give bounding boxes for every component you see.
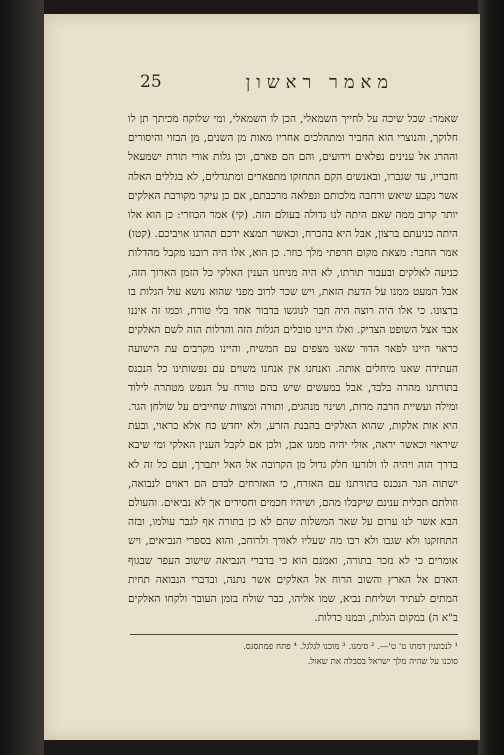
paragraph-2: (קי) אמר הכוזרי: כן הוא אלו היתה כניעתם ברצון, אבל היא בהכרח, וכאשר תמצא ידכם תהרגו אויביכם. (128, 209, 458, 241)
paragraph-1: שאמר: שכל שיכה על לחייך השמאלי, הכן לו השמאלי, ומי שלוקח מכיתך תן לו חלוקך, והנוצרי הוא החביר ומתהלכים אחריו מאות מן השנים, מן הבזוי והיסורים וההרג אל ענינים נפלאים וידועים, והם הם פארם, וכן גלות אורי תורת ישמעאל וחבריו, עד שגברו, ובאנשים הקם התחזקו מתפארים ומתגדלים, לא בגללים האלה אשר נקבע שיאש ורחבה מלכותם ונפלאה מרכבתם, אם כן עיקר מקורבת האלקים יותר קרוב ממה שאם היתה לנו גדולה בעולם הזה. (128, 113, 458, 222)
footnotes (130, 640, 458, 680)
book-binding-left (0, 0, 44, 755)
running-title: מאמר ראשון (245, 72, 394, 93)
book-edge-right (478, 0, 504, 755)
paragraph-3: (קטו) אמר החבר: מצאת מקום חרפתי מלך כוזר. כן הוא, אלו היה רובנו מקבל מהדלות כניעה לאלקים ובעבור תורתו, לא היה מניחנו הענין האלקי כל הזמן הארוך הזה, אבל המעט ממנו על הדעת הזאת, ויש שכר לרוב מפני שהוא נושא עול הגלות בו ברצונו. כי אלו היה רוצה היה חבר לנוגשו בדבור אחד בלי טורח, וכמו זה איננו אבד אצל השופט הצדיק. ואלו היינו סובלים הגלות הזה והדלות הזה לשם האלקים כראוי היינו לפאר הדור שאנו מצפים עם המשיח, והיינו מקרבים עת הישועה העתידה שאנו מיחלים אותה. ואנחנו אין אנחנו משוים עם נפשותינו כל הנכנס בתורתנו מהרה בלבד, אבל במעשים שיש בהם טורח על הנפש מטהרה לילוד ומילה ועשיית הרבה מדות, ושינוי מנהגים, ותורה ומצוות שחייבים על שולחן הגר. היא אות אלקות, שהוא האלקים בהבנת הזרע, ולא יחדש כח אלא כראוי, ובעת שיראוי וכאשר יראה, אולי יהיה ממנו אבן, ולכן אם לקבל הענין האלקי ומי שיבא בדרך הזה ויהיה לו ולזרעו חלק גדול מן הקרובה אל האל יתברך, ועם כל זה לא ישתוה הגר הנכנס בתורתנו עם האזרח, כי האזרחים לבדם הם ראוים לנבואה, וזולתם תכלית ענינם שיקבלו מהם, ושיהיו חכמים וחסידים אך לא נביאים. והעולם הבא אשר לנו ערום על שאר המשלות שהם לא כן בתורה אף לגבר עולמו, ובזה התחזקנו ולא שגבו ולא רבו מה שעליו לאורך ולרוחב, והוא בספרי הנביאים, ויש אומרים כי לא נזכר בתורה, ואמנם הוא כי בדברי הנביאה שישוב העפר שבגוף האדם אל הארץ והשוב הרוח אל האלקים אשר נתנה, ובדברי הנבואה תחית המתים לעתיד ושליחת נביא, שמו אליהו, כבר שולח בזמן העובר ולקחו האלקים (128, 228, 458, 606)
book-page (44, 14, 480, 740)
footnote-rule (130, 634, 458, 635)
footnote-line-1: ¹ לנכונגין דמתו ט' ט'—. ² סימנו. ³ מוכנו לגלגל. ⁴ פתח פמתסגס. (243, 642, 458, 652)
variant-note: ב"א ה) במקום הגלות, ובמנו כדלות. (314, 612, 458, 624)
footnote-line-2: סוכנו על שהיה מלך ישראל בסבלה את שאול. (307, 657, 458, 667)
page-number: 25 (140, 72, 162, 92)
body-text (128, 110, 458, 608)
page-header (68, 72, 456, 96)
